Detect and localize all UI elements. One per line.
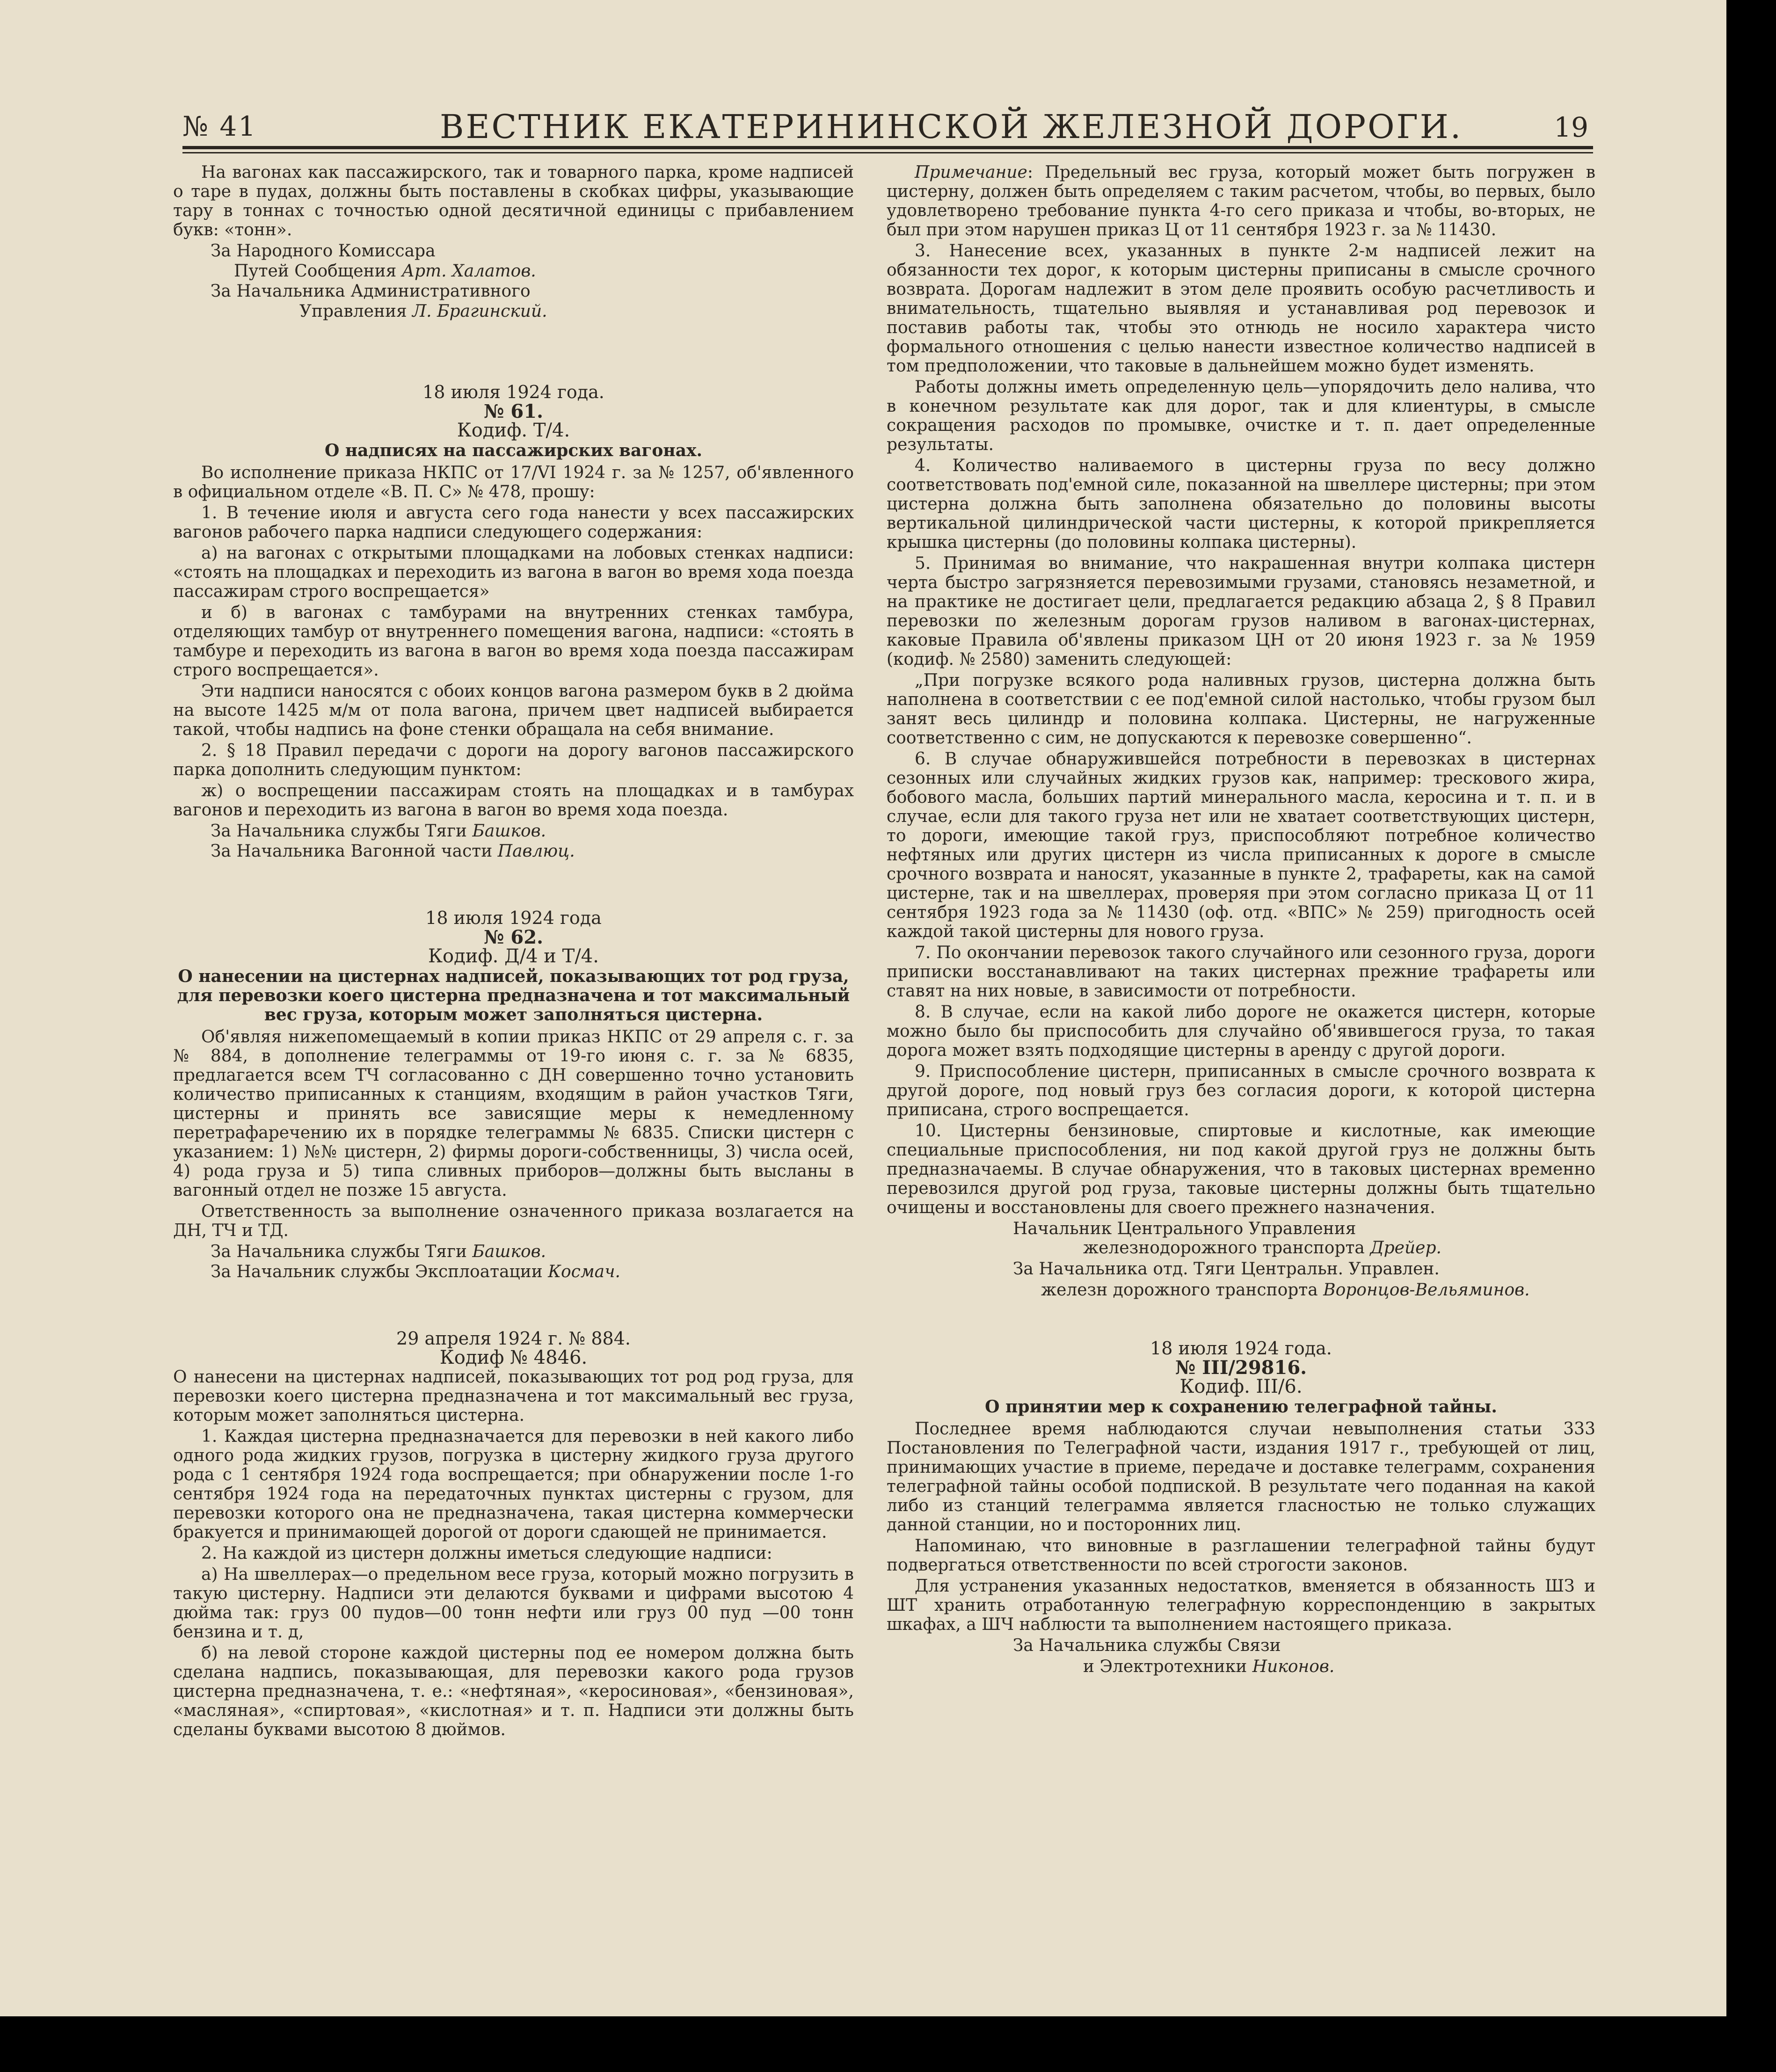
paragraph: а) На швеллерах—о предельном весе груза, который можно погрузить в такую цистерну. Надписи эти делаются буквами и цифрами высотою 4 дюйма так: груз 00 пудов—00 тонн нефти или груз 00 пуд —00 тонн бензина и т. д,: [173, 1565, 854, 1642]
paragraph: 3. Нанесение всех, указанных в пункте 2-м надписей лежит на обязанности тех дорог, к которым цистерны приписаны в смысле срочного возврата. Дорогам надлежит в этом деле проявить особую расчетливость и внимательность, тщательно выявляя и устанавливая род перевозок и поставив работы так, чтобы это отнюдь не носило характера чисто формального отношения с целью нанести известное количество надписей в том предположении, что таковые в дальнейшем можно будет изменять.: [887, 241, 1595, 376]
signature: Управления Л. Брагинский.: [299, 302, 547, 321]
right-column: [887, 163, 1595, 1678]
signature: и Электротехники Никонов.: [1083, 1657, 1335, 1676]
order-number: № 61.: [484, 400, 543, 422]
signature: За Начальника Вагонной части Павлюц.: [211, 842, 575, 861]
paragraph: 8. В случае, если на какой либо дороге не окажется цистерн, которые можно было бы приспособить для случайно об'явившегося груза, то такая дорога может взять подходящие цистерны в аренду с другой дороги.: [887, 1003, 1595, 1060]
order-heading: О принятии мер к сохранению телеграфной тайны.: [985, 1397, 1497, 1417]
paragraph: ж) о воспрещении пассажирам стоять на площадках и в тамбурах вагонов и переходить из вагона в вагон во время хода поезда.: [173, 781, 854, 820]
quoted-paragraph: „При погрузке всякого рода наливных грузов, цистерна должна быть наполнена в соответствии с ее под'емной силой настолько, чтобы грузом был занят весь цилиндр и половина колпака. Цистерны, не нагруженные соответственно с сим, не допускаются к перевозке совершенно“.: [887, 671, 1595, 748]
header-rule: [182, 146, 1593, 149]
paragraph: 2. На каждой из цистерн должны иметься следующие надписи:: [201, 1544, 772, 1563]
paragraph: 1. Каждая цистерна предназначается для перевозки в ней какого либо одного рода жидких грузов, погрузка в цистерну жидкого груза другого рода с 1 сентября 1924 года воспрещается; при обнаружении после 1-го сентября 1924 года на передаточных пунктах цистерны с грузом, для перевозки которого она не предназначена, такая цистерна коммерчески бракуется и принимающей дорогой от дороги сдающей не принимается.: [173, 1427, 854, 1542]
order-heading: О надписях на пассажирских вагонах.: [324, 441, 703, 460]
order-number: № 62.: [484, 926, 543, 948]
paragraph: 10. Цистерны бензиновые, спиртовые и кислотные, как имеющие специальные приспособления, ни под какой другой груз не должны быть предназначаемы. В случае обнаружения, что в таковых цистернах временно перевозился другой род груза, таковые цистерны должны быть тщательно очищены и восстановлены для своего прежнего назначения.: [887, 1121, 1595, 1217]
signature: За Народного Комиссара: [211, 241, 436, 261]
issue-number: № 41: [182, 110, 257, 142]
signature: железн дорожного транспорта Воронцов-Вельяминов.: [1041, 1280, 1530, 1300]
paragraph: 1. В течение июля и августа сего года нанести у всех пассажирских вагонов рабочего парка надписи следующего содержания:: [173, 503, 854, 542]
note-paragraph: Примечание: Предельный вес груза, который может быть погружен в цистерну, должен быть определяем с таким расчетом, чтобы, во первых, было удовлетворено требование пункта 4-го сего приказа и чтобы, во-вторых, не был при этом нарушен приказ Ц от 11 сентября 1923 г. за № 11430.: [887, 163, 1595, 240]
publication-title: ВЕСТНИК ЕКАТЕРИНИНСКОЙ ЖЕЛЕЗНОЙ ДОРОГИ.: [440, 108, 1463, 146]
paragraph: Напоминаю, что виновные в разглашении телеграфной тайны будут подвергаться ответственности по всей строгости законов.: [887, 1536, 1595, 1575]
signature: За Начальника Административного: [211, 282, 531, 301]
signature: За Начальника службы Тяги Башков.: [211, 1242, 546, 1261]
paragraph: На вагонах как пассажирского, так и товарного парка, кроме надписей о таре в пудах, должны быть поставлены в скобках цифры, указывающие тару в тоннах с точностью одной десятичной единицы с прибавлением букв: «тонн».: [173, 163, 854, 240]
signature: За Начальник службы Эксплоатации Космач.: [211, 1262, 620, 1281]
paragraph: 2. § 18 Правил передачи с дороги на дорогу вагонов пассажирского парка дополнить следующим пунктом:: [173, 741, 854, 779]
page-header: [182, 108, 1593, 150]
paragraph: 6. В случае обнаружившейся потребности в перевозках в цистернах сезонных или случайных жидких грузов как, например: трескового жира, бобового масла, больших партий минерального масла, керосина и т. п. и в случае, если для такого груза нет или не хватает соответствующих цистерн, то дороги, имеющие такой груз, приспособляют потребное количество нефтяных или других цистерн из числа приписанных к дороге в смысле срочного возврата и наносят, указанные в пункте 2, трафареты, как на самой цистерне, так и на швеллерах, проверяя при этом согласно приказа Ц от 11 сентября 1923 года за № 11430 (оф. отд. «ВПС» № 259) пригодность осей каждой такой цистерны для нового груза.: [887, 749, 1595, 941]
order-code: Кодиф. III/6.: [1179, 1376, 1303, 1397]
page-number: 19: [1554, 111, 1588, 143]
left-column: [173, 163, 854, 1741]
paragraph: 7. По окончании перевозок такого случайного или сезонного груза, дороги приписки восстанавливают на таких цистернах прежние трафареты или ставят на них новые, в зависимости от потребности.: [887, 943, 1595, 1001]
paragraph: 4. Количество наливаемого в цистерны груза по весу должно соответствовать под'емной силе, показанной на швеллере цистерны; при этом цистерна должна быть заполнена обязательно до половины высоты вертикальной цилиндрической части цистерны, к которой прикрепляется крышка цистерны (до половины колпака цистерны).: [887, 456, 1595, 552]
order-code: Кодиф № 4846.: [439, 1347, 588, 1368]
paragraph: 9. Приспособление цистерн, приписанных в смысле срочного возврата к другой дороге, под новый груз без согласия дороги, к которой цистерна приписана, строго воспрещается.: [887, 1062, 1595, 1120]
signature: Путей Сообщения Арт. Халатов.: [234, 262, 536, 281]
order-heading: О нанесении на цистернах надписей, показывающих тот род груза, для перевозки коего цистерна предназначена и тот максимальный вес груза, которым может заполняться цистерна.: [177, 967, 850, 1025]
order-code: Кодиф. Т/4.: [457, 420, 570, 441]
signature: За Начальника службы Связи: [1013, 1636, 1281, 1655]
signature: железнодорожного транспорта Дрейер.: [1083, 1238, 1441, 1258]
order-code: Кодиф. Д/4 и Т/4.: [428, 945, 599, 967]
paragraph: 5. Принимая во внимание, что накрашенная внутри колпака цистерн черта быстро загрязняется перевозимыми грузами, становясь незаметной, и на практике не достигает цели, предлагается редакцию абзаца 2, § 8 Правил перевозки по железным дорогам грузов наливом в вагонах-цистернах, каковые Правила об'явлены приказом ЦН от 20 июня 1923 г. за № 1959 (кодиф. № 2580) заменить следующей:: [887, 554, 1595, 669]
paragraph: Для устранения указанных недостатков, вменяется в обязанность ШЗ и ШТ хранить отработанную телеграфную корреспонденцию в закрытых шкафах, а ШЧ наблюсти та выполнением настоящего приказа.: [887, 1577, 1595, 1634]
paragraph: а) на вагонах с открытыми площадками на лобовых стенках надписи: «стоять на площадках и переходить из вагона в вагон во время хода поезда пассажирам строго воспрещается»: [173, 544, 854, 601]
paragraph: О нанесени на цистернах надписей, показывающих тот род род груза, для перевозки коего цистерна предназначена и тот максимальный вес груза, которым может заполняться цистерна.: [173, 1367, 854, 1425]
signature: За Начальника службы Тяги Башков.: [211, 822, 546, 841]
header-rule-thin: [182, 152, 1593, 153]
signature: Начальник Центрального Управления: [1013, 1219, 1356, 1238]
signature: За Начальника отд. Тяги Центральн. Управлен.: [1013, 1259, 1440, 1279]
order-number: № III/29816.: [1175, 1357, 1307, 1379]
paragraph: Эти надписи наносятся с обоих концов вагона размером букв в 2 дюйма на высоте 1425 м/м от пола вагона, причем цвет надписей выбирается такой, чтобы надпись на фоне стенки обращала на себя внимание.: [173, 682, 854, 739]
paragraph: и б) в вагонах с тамбурами на внутренних стенках тамбура, отделяющих тамбур от внутреннего помещения вагона, надписи: «стоять в тамбуре и переходить из вагона в вагон во время хода поезда пассажирам строго воспрещается».: [173, 603, 854, 680]
paragraph: Ответственность за выполнение означенного приказа возлагается на ДН, ТЧ и ТД.: [173, 1202, 854, 1240]
order-date: 18 июля 1924 года.: [1150, 1338, 1332, 1359]
paragraph: Последнее время наблюдаются случаи невыполнения статьи 333 Постановления по Телеграфной части, издания 1917 г., требующей от лиц, принимающих участие в приеме, передаче и доставке телеграмм, сохранения телеграфной тайны особой подпиской. В результате чего поданная на какой либо из станций телеграмма является гласностью не только служащих данной станции, но и посторонних лиц.: [887, 1419, 1595, 1534]
paragraph: б) на левой стороне каждой цистерны под ее номером должна быть сделана надпись, показывающая, для перевозки какого рода грузов цистерна предназначена, т. е.: «нефтяная», «керосиновая», «бензиновая», «масляная», «спиртовая», «кислотная» и т. п. Надписи эти должны быть сделаны буквами высотою 8 дюймов.: [173, 1643, 854, 1739]
paragraph: Работы должны иметь определенную цель—упорядочить дело налива, что в конечном результате как для дорог, так и для клиентуры, в смысле сокращения расходов по промывке, очистке и т. п. дает определенные результаты.: [887, 378, 1595, 454]
order-date: 18 июля 1924 года.: [422, 382, 604, 402]
order-date: 18 июля 1924 года: [425, 908, 602, 928]
paragraph: Во исполнение приказа НКПС от 17/VI 1924 г. за № 1257, об'явленного в официальном отделе «В. П. С» № 478, прошу:: [173, 463, 854, 502]
order-date: 29 апреля 1924 г. № 884.: [396, 1328, 631, 1349]
paragraph: Об'являя нижепомещаемый в копии приказ НКПС от 29 апреля с. г. за № 884, в дополнение телеграммы от 19-го июня с. г. за № 6835, предлагается всем ТЧ согласованно с ДН совершенно точно установить количество приписанных к станциям, входящим в район участков Тяги, цистерны и принять все зависящие меры к немедленному перетрафаречению их в порядке телеграммы № 6835. Списки цистерн с указанием: 1) №№ цистерн, 2) фирмы дороги-собственницы, 3) числа осей, 4) рода груза и 5) типа сливных приборов—должны быть высланы в вагонный отдел не позже 15 августа.: [173, 1027, 854, 1200]
